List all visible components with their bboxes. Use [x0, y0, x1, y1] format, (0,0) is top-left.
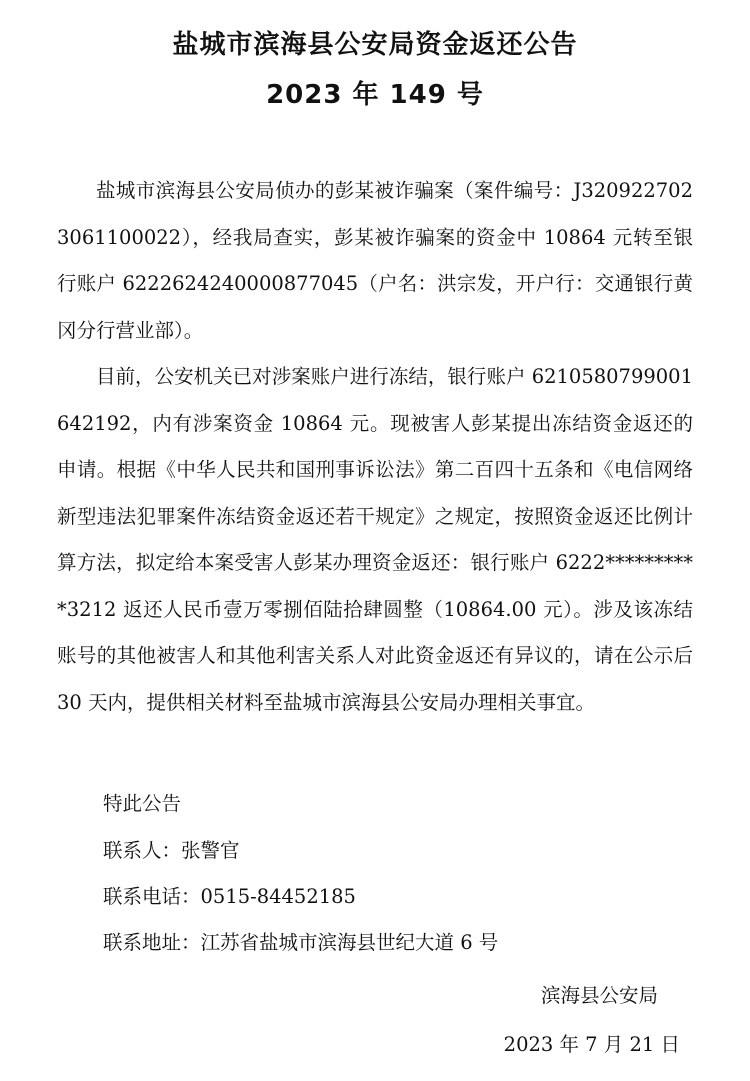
issuer-name: 滨海县公安局 [540, 984, 658, 1007]
notice-closing: 特此公告 [103, 792, 182, 815]
document-title: 盐城市滨海县公安局资金返还公告 [172, 30, 578, 60]
contact-person: 联系人：张警官 [103, 839, 240, 862]
issue-date: 2023 年 7 月 21 日 [503, 1033, 680, 1056]
paragraph-case-details: 盐城市滨海县公安局侦办的彭某被诈骗案（案件编号：J3209227023061100022），经我局查实，彭某被诈骗案的资金中 10864 元转至银行账户 6222624240000877045（户名：洪宗发，开户行：交通银行黄冈分行营业部）。 [57, 179, 693, 342]
contact-phone: 联系电话：0515-84452185 [103, 885, 356, 908]
paragraph-refund-details: 目前，公安机关已对涉案账户进行冻结，银行账户 6210580799001642192，内有涉案资金 10864 元。现被害人彭某提出冻结资金返还的申请。根据《中华人民共和国刑事诉讼法》第二百四十五条和《电信网络新型违法犯罪案件冻结资金返还若干规定》之规定，按照资金返还比例计算方法，拟定给本案受害人彭某办理资金返还：银行账户 6222**********3212 返还人民币壹万零捌佰陆拾肆圆整（10864.00 元）。涉及该冻结账号的其他被害人和其他利害关系人对此资金返还有异议的，请在公示后 30 天内，提供相关材料至盐城市滨海县公安局办理相关事宜。 [57, 365, 693, 714]
document-number: 2023 年 149 号 [266, 80, 484, 110]
contact-address: 联系地址：江苏省盐城市滨海县世纪大道 6 号 [103, 931, 499, 954]
notice-body [57, 168, 693, 726]
